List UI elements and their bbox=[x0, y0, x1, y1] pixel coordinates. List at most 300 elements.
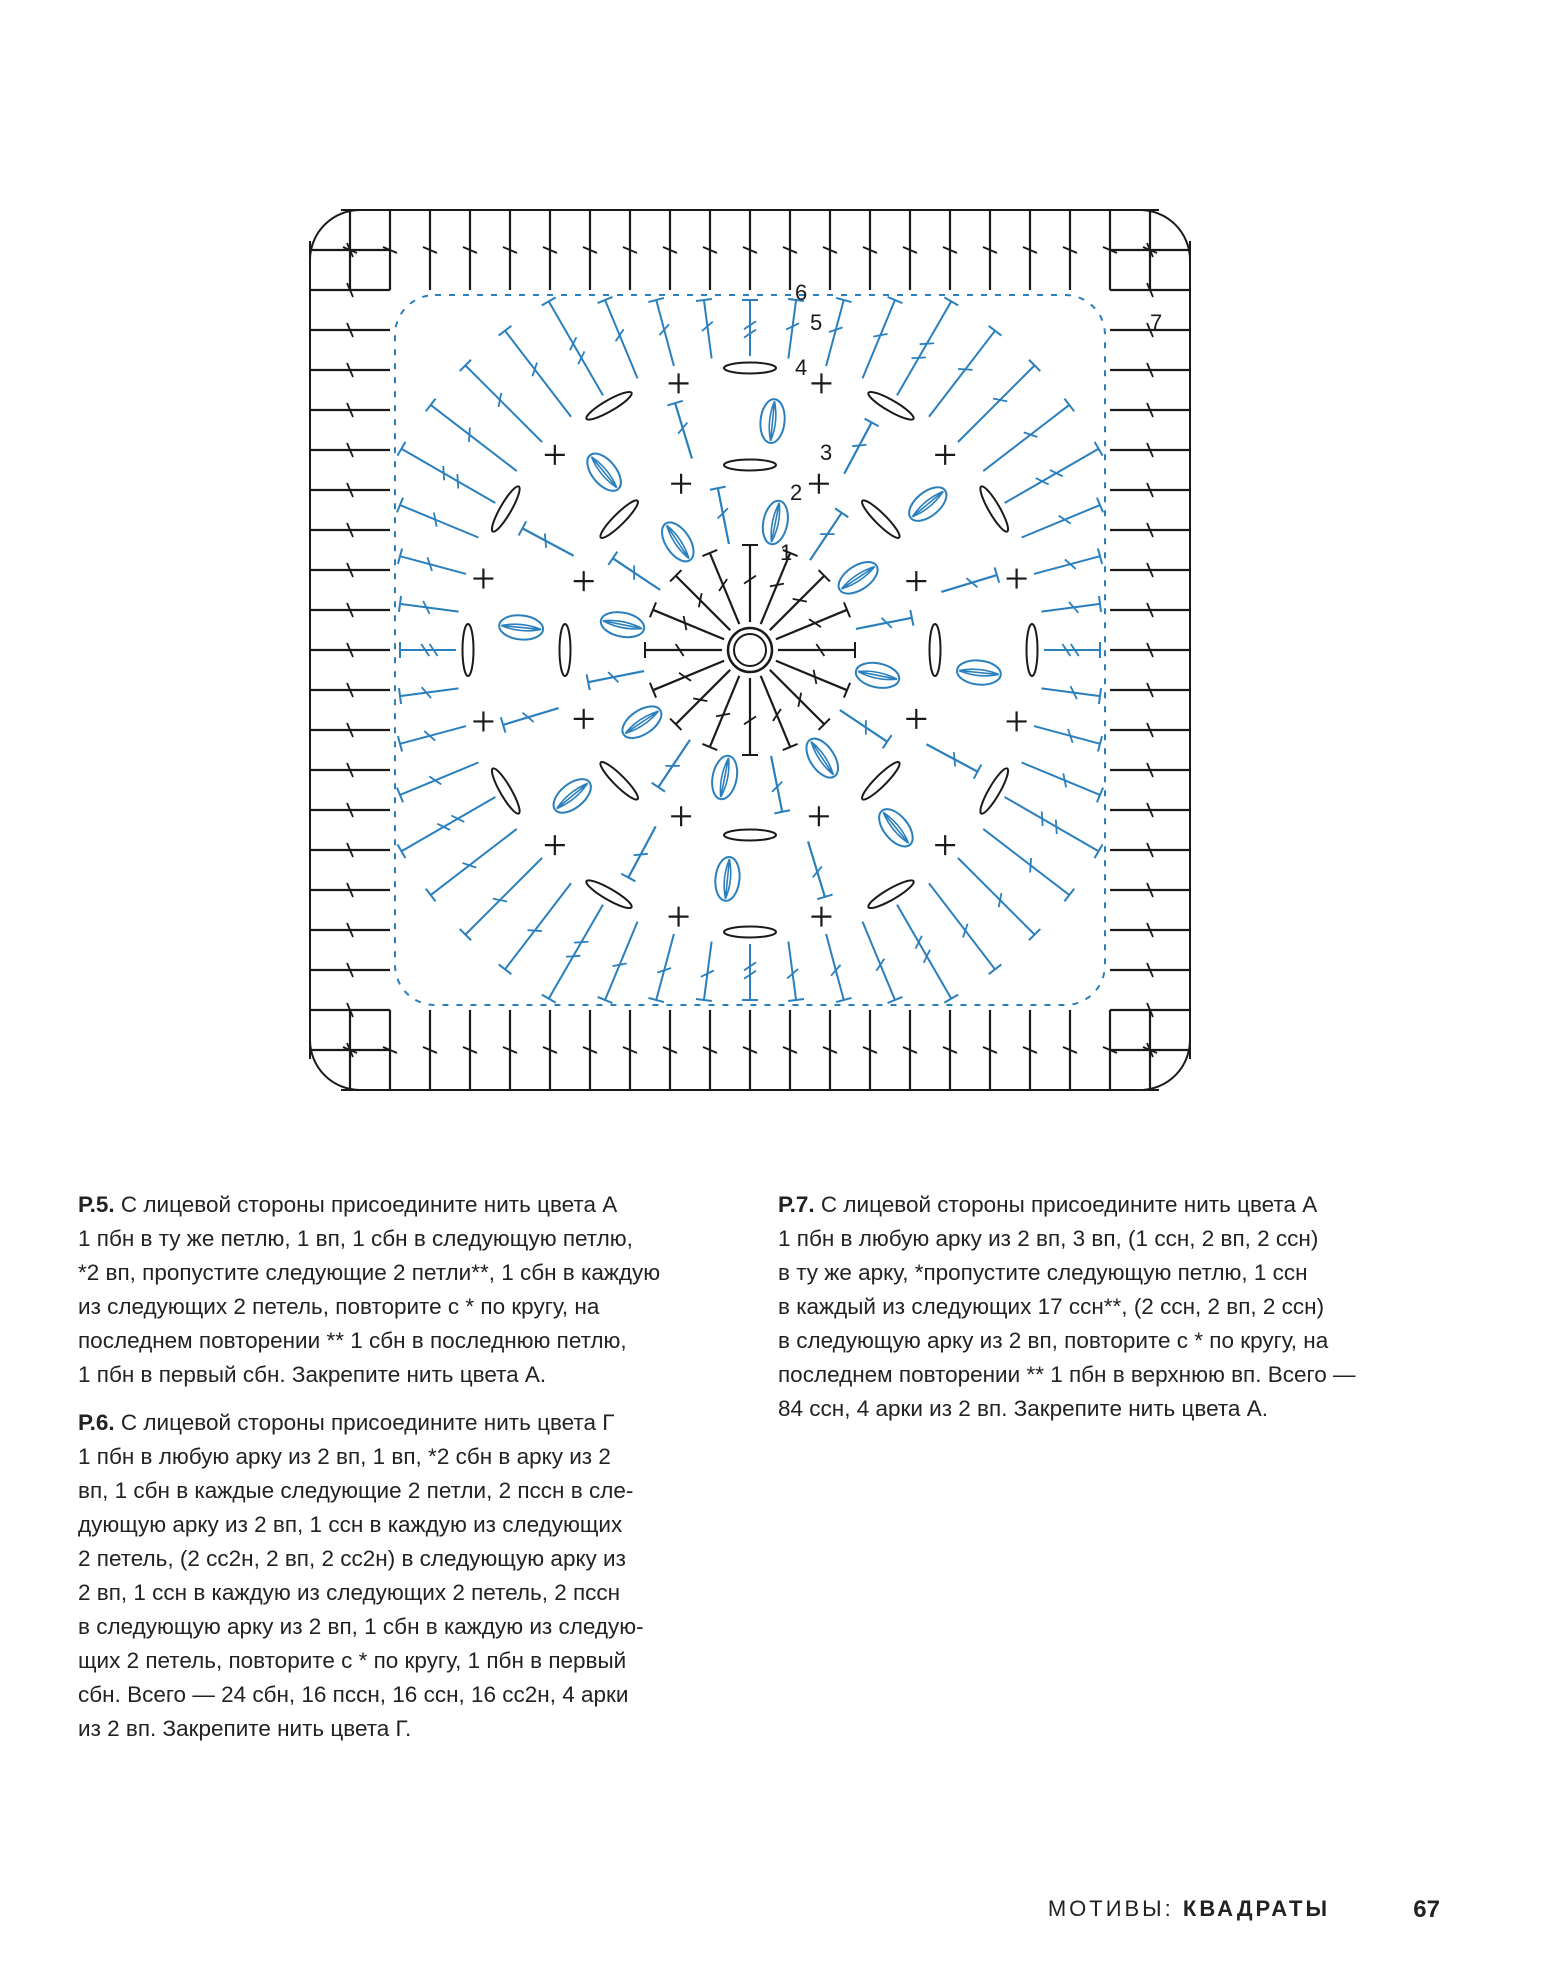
dc-stitch bbox=[742, 545, 758, 622]
section-title bbox=[1048, 1896, 1330, 1922]
dc-stitch bbox=[702, 676, 739, 750]
instruction-line: щих 2 петель, повторите с * по кругу, 1 пбн в первый bbox=[78, 1648, 627, 1673]
instruction-line: 1 пбн в ту же петлю, 1 вп, 1 сбн в следующую петлю, bbox=[78, 1226, 633, 1251]
outer-dc-stitch bbox=[1110, 681, 1190, 699]
stitch-post bbox=[810, 513, 842, 560]
outer-dc-stitch bbox=[981, 210, 999, 290]
stitch-post bbox=[897, 905, 951, 999]
dc-stitch bbox=[650, 661, 724, 698]
outer-dc-stitch bbox=[901, 1010, 919, 1090]
puff-stitch bbox=[758, 398, 786, 444]
sc-stitch bbox=[473, 569, 493, 589]
puff-stitch bbox=[854, 659, 902, 691]
outer-dc-stitch bbox=[310, 601, 390, 619]
dc-stitch bbox=[702, 550, 739, 624]
round-label: Р.6. bbox=[78, 1410, 115, 1435]
puff-stitch bbox=[709, 754, 741, 802]
sc-stitch bbox=[811, 907, 831, 927]
stitch-post bbox=[613, 558, 660, 590]
puff-stitch bbox=[498, 613, 544, 641]
outer-dc-stitch bbox=[310, 561, 390, 579]
dc-stitch bbox=[840, 710, 892, 748]
dc-stitch bbox=[460, 360, 542, 442]
stitch-top bbox=[944, 995, 958, 1003]
dc-stitch bbox=[499, 883, 571, 974]
stitch-post bbox=[503, 708, 559, 725]
round-number-label: 6 bbox=[795, 280, 808, 305]
instruction-line: 1 пбн в первый сбн. Закрепите нить цвета А. bbox=[78, 1362, 547, 1387]
instruction-line: 2 вп, 1 ссн в каждую из следующих 2 петель, 2 пссн bbox=[78, 1580, 621, 1605]
chain-stitch bbox=[597, 759, 642, 804]
stitch-post bbox=[628, 826, 655, 877]
dc-stitch bbox=[776, 602, 850, 639]
stitch-post bbox=[465, 858, 542, 935]
stitch-slash bbox=[958, 369, 972, 370]
sc-stitch bbox=[545, 835, 565, 855]
tr-stitch bbox=[397, 442, 495, 503]
section-prefix: МОТИВЫ: bbox=[1047, 1896, 1183, 1921]
stitch-top bbox=[696, 999, 712, 1001]
outer-dc-stitch bbox=[461, 210, 479, 290]
puff-lines bbox=[840, 564, 877, 591]
outer-dc-stitch bbox=[1110, 601, 1190, 619]
instruction-round-5 bbox=[78, 1188, 758, 1392]
sc-stitch bbox=[809, 474, 829, 494]
round-label: Р.5. bbox=[78, 1192, 115, 1217]
dc-stitch bbox=[941, 567, 999, 591]
outer-dc-stitch bbox=[421, 1010, 439, 1090]
instruction-line: С лицевой стороны присоедините нить цвета А bbox=[120, 1192, 618, 1217]
stitch-post bbox=[549, 301, 603, 395]
chain-stitch bbox=[597, 497, 642, 542]
chart-stitches bbox=[310, 210, 1190, 1090]
outer-dc-stitch bbox=[310, 961, 390, 979]
sc-stitch bbox=[935, 445, 955, 465]
stitch-top bbox=[519, 521, 527, 535]
stitch-top bbox=[788, 999, 804, 1001]
puff-lines bbox=[881, 810, 911, 845]
stitch-post bbox=[465, 365, 542, 442]
stitch-slash bbox=[1056, 820, 1057, 834]
stitch-post bbox=[656, 300, 674, 366]
magic-ring-inner bbox=[734, 634, 766, 666]
round-number-label: 4 bbox=[795, 355, 808, 380]
outer-dc-stitch bbox=[981, 1010, 999, 1090]
puff-lines bbox=[602, 618, 642, 632]
stitch-post bbox=[431, 405, 517, 471]
chain-stitch bbox=[724, 460, 776, 471]
round-number-label: 3 bbox=[820, 440, 833, 465]
outer-dc-stitch bbox=[661, 1010, 679, 1090]
dc-stitch bbox=[844, 419, 878, 474]
stitch-top bbox=[1099, 688, 1101, 704]
dc-stitch bbox=[808, 841, 832, 899]
instruction-round-7 bbox=[778, 1188, 1468, 1426]
instruction-line: в следующую арку из 2 вп, повторите с * по кругу, на bbox=[778, 1328, 1329, 1353]
dc-stitch bbox=[667, 401, 691, 459]
stitch-post bbox=[605, 300, 637, 378]
stitch-top bbox=[542, 995, 556, 1003]
instruction-line: последнем повторении ** 1 пбн в верхнюю вп. Всего — bbox=[778, 1362, 1356, 1387]
sc-stitch bbox=[811, 373, 831, 393]
round-label: Р.7. bbox=[778, 1192, 815, 1217]
stitch-slash bbox=[963, 924, 968, 938]
outer-dc-stitch bbox=[310, 761, 390, 779]
outer-dc-stitch bbox=[941, 210, 959, 290]
instruction-line: вп, 1 сбн в каждые следующие 2 петли, 2 пссн в сле- bbox=[78, 1478, 634, 1503]
outer-dc-stitch bbox=[821, 1010, 839, 1090]
puff-stitch bbox=[581, 448, 627, 497]
stitch-post bbox=[431, 829, 517, 895]
stitch-post bbox=[1034, 556, 1100, 574]
stitch-post bbox=[400, 505, 478, 537]
dc-stitch bbox=[652, 740, 690, 792]
chain-stitch bbox=[724, 363, 776, 374]
puff-stitch bbox=[599, 609, 647, 641]
instructions-left-column bbox=[78, 1188, 758, 1760]
tr-stitch bbox=[1005, 797, 1103, 858]
stitch-top bbox=[989, 326, 1002, 336]
stitch-top bbox=[989, 964, 1002, 974]
tr-stitch bbox=[542, 905, 603, 1003]
dc-stitch bbox=[776, 661, 850, 698]
outer-dc-stitch bbox=[741, 1010, 759, 1090]
sc-stitch bbox=[545, 445, 565, 465]
puff-stitch bbox=[617, 700, 667, 744]
tr-stitch bbox=[1005, 442, 1103, 503]
stitch-post bbox=[983, 405, 1069, 471]
dc-stitch bbox=[863, 297, 903, 378]
chain-stitch bbox=[488, 766, 524, 817]
stitch-top bbox=[652, 783, 665, 792]
dc-stitch bbox=[608, 552, 660, 590]
dc-stitch bbox=[398, 726, 466, 751]
chain-stitch bbox=[976, 766, 1012, 817]
instruction-line: в ту же арку, *пропустите следующую петлю, 1 ссн bbox=[778, 1260, 1308, 1285]
stitch-post bbox=[1005, 449, 1099, 503]
dc-stitch bbox=[1034, 726, 1102, 751]
puff-lines bbox=[723, 859, 733, 899]
dc-stitch bbox=[397, 498, 478, 538]
puff-stitch bbox=[713, 856, 741, 902]
instructions-right-column bbox=[778, 1188, 1468, 1440]
chain-stitch bbox=[866, 388, 917, 424]
round-number-label: 2 bbox=[790, 480, 803, 505]
chain-stitch bbox=[930, 624, 941, 676]
dc-stitch bbox=[1041, 686, 1101, 704]
puff-stitch bbox=[833, 556, 883, 600]
section-name: КВАДРАТЫ bbox=[1182, 1896, 1330, 1921]
instruction-line: С лицевой стороны присоедините нить цвета Г bbox=[120, 1410, 615, 1435]
outer-dc-stitch bbox=[501, 210, 519, 290]
stitch-slash bbox=[966, 578, 977, 587]
outer-dc-stitch bbox=[861, 210, 879, 290]
stitch-top bbox=[1064, 889, 1074, 902]
stitch-top bbox=[542, 297, 556, 305]
stitch-post bbox=[1022, 505, 1100, 537]
stitch-top bbox=[499, 964, 512, 974]
sc-stitch bbox=[906, 571, 926, 591]
dc-stitch bbox=[399, 596, 459, 614]
dc-stitch bbox=[1041, 596, 1101, 613]
stitch-post bbox=[401, 449, 495, 503]
instruction-line: в следующую арку из 2 вп, 1 сбн в каждую из следую- bbox=[78, 1614, 644, 1639]
outer-dc-stitch bbox=[541, 1010, 559, 1090]
instruction-line: дующую арку из 2 вп, 1 ссн в каждую из следующих bbox=[78, 1512, 623, 1537]
outer-dc-stitch bbox=[421, 210, 439, 290]
stitch-post bbox=[1034, 726, 1100, 744]
dc-stitch bbox=[460, 858, 542, 940]
sc-stitch bbox=[669, 373, 689, 393]
instruction-line: 84 ссн, 4 арки из 2 вп. Закрепите нить цвета А. bbox=[778, 1396, 1268, 1421]
stitch-slash bbox=[1042, 812, 1043, 826]
stitch-slash bbox=[523, 713, 534, 722]
outer-dc-stitch bbox=[310, 361, 390, 379]
dc-stitch bbox=[761, 676, 798, 750]
stitch-post bbox=[400, 556, 466, 574]
stitch-slash bbox=[532, 363, 537, 377]
stitch-post bbox=[656, 934, 674, 1000]
dc-stitch bbox=[771, 756, 790, 813]
stitch-slash bbox=[1024, 432, 1038, 437]
puff-stitch bbox=[656, 517, 700, 567]
outer-dc-stitch bbox=[1021, 1010, 1039, 1090]
dc-stitch bbox=[778, 642, 855, 658]
stitch-post bbox=[605, 922, 637, 1000]
outer-dc-stitch bbox=[310, 481, 390, 499]
chain-stitch bbox=[866, 876, 917, 912]
stitch-top bbox=[944, 297, 958, 305]
outer-dc-stitch bbox=[501, 1010, 519, 1090]
dc-stitch bbox=[826, 298, 851, 366]
stitch-post bbox=[863, 922, 895, 1000]
instruction-line: 1 пбн в любую арку из 2 вп, 1 вп, *2 сбн в арку из 2 bbox=[78, 1444, 611, 1469]
chain-stitch bbox=[859, 759, 904, 804]
stitch-post bbox=[897, 301, 951, 395]
stitch-post bbox=[941, 575, 997, 592]
stitch-post bbox=[505, 331, 571, 417]
outer-dc-stitch bbox=[310, 641, 390, 659]
outer-dc-stitch bbox=[310, 841, 390, 859]
stitch-top bbox=[835, 508, 848, 517]
puff-lines bbox=[501, 623, 541, 633]
stitch-top bbox=[397, 844, 405, 858]
stitch-slash bbox=[574, 942, 588, 943]
stitch-post bbox=[400, 763, 478, 795]
outer-dc-stitch bbox=[741, 210, 759, 290]
instruction-line: 2 петель, (2 сс2н, 2 вп, 2 сс2н) в следующую арку из bbox=[78, 1546, 626, 1571]
stitch-slash bbox=[954, 752, 955, 766]
outer-dc-stitch bbox=[1110, 441, 1190, 459]
outer-dc-stitch bbox=[941, 1010, 959, 1090]
stitch-top bbox=[621, 874, 635, 882]
stitch-top bbox=[1095, 442, 1103, 456]
dc-stitch bbox=[648, 298, 673, 366]
outer-dc-stitch bbox=[1110, 361, 1190, 379]
dc-stitch bbox=[598, 297, 638, 378]
dc-stitch bbox=[826, 934, 851, 1002]
stitch-post bbox=[400, 726, 466, 744]
puff-lines bbox=[664, 524, 691, 561]
tr-stitch bbox=[400, 642, 456, 658]
dc-stitch bbox=[598, 922, 638, 1003]
dc-stitch bbox=[929, 326, 1001, 417]
puff-lines bbox=[555, 781, 590, 811]
dc-stitch bbox=[787, 941, 804, 1001]
sc-stitch bbox=[1007, 711, 1027, 731]
stitch-top bbox=[399, 688, 401, 704]
stitch-top bbox=[397, 442, 405, 456]
sc-stitch bbox=[935, 835, 955, 855]
stitch-top bbox=[1064, 399, 1074, 412]
dc-stitch bbox=[1022, 498, 1103, 538]
outer-dc-stitch bbox=[701, 210, 719, 290]
puff-lines bbox=[809, 740, 836, 777]
sc-stitch bbox=[809, 806, 829, 826]
dc-stitch bbox=[926, 744, 981, 778]
dc-stitch bbox=[397, 763, 478, 803]
instruction-line: С лицевой стороны присоедините нить цвета А bbox=[820, 1192, 1318, 1217]
stitch-top bbox=[883, 735, 892, 748]
stitch-post bbox=[1041, 688, 1100, 696]
chain-stitch bbox=[724, 927, 776, 938]
outer-dc-stitch bbox=[701, 1010, 719, 1090]
outer-dc-stitch bbox=[821, 210, 839, 290]
dc-stitch bbox=[399, 687, 459, 704]
dc-stitch bbox=[710, 487, 729, 544]
tr-stitch bbox=[397, 797, 495, 858]
outer-dc-stitch bbox=[581, 210, 599, 290]
outer-dc-stitch bbox=[781, 210, 799, 290]
outer-dc-stitch bbox=[1110, 961, 1190, 979]
stitch-post bbox=[929, 883, 995, 969]
outer-dc-stitch bbox=[310, 401, 390, 419]
stitch-post bbox=[522, 528, 573, 555]
dc-stitch bbox=[1022, 763, 1103, 803]
stitch-post bbox=[844, 422, 871, 473]
puff-lines bbox=[589, 455, 619, 490]
stitch-post bbox=[658, 740, 690, 787]
puff-lines bbox=[959, 668, 999, 678]
puff-stitch bbox=[548, 773, 597, 819]
stitch-post bbox=[958, 365, 1035, 442]
stitch-post bbox=[1005, 797, 1099, 851]
chain-stitch bbox=[724, 830, 776, 841]
stitch-slash bbox=[443, 466, 444, 480]
dc-stitch bbox=[426, 829, 517, 901]
stitch-slash bbox=[545, 534, 546, 548]
outer-dc-stitch bbox=[1110, 641, 1190, 659]
outer-dc-stitch bbox=[310, 921, 390, 939]
stitch-top bbox=[865, 419, 879, 427]
crochet-chart bbox=[300, 200, 1200, 1100]
chain-stitch bbox=[976, 484, 1012, 535]
tr-stitch bbox=[897, 905, 958, 1003]
dc-stitch bbox=[519, 521, 574, 555]
tr-stitch bbox=[1044, 642, 1100, 658]
outer-dc-stitch bbox=[1110, 881, 1190, 899]
outer-dc-stitch bbox=[1110, 561, 1190, 579]
round-number-label: 7 bbox=[1150, 310, 1163, 335]
puff-lines bbox=[857, 669, 897, 683]
page-number: 67 bbox=[1413, 1896, 1440, 1923]
chain-stitch bbox=[584, 388, 635, 424]
sc-stitch bbox=[1007, 569, 1027, 589]
stitch-post bbox=[505, 883, 571, 969]
outer-dc-stitch bbox=[1110, 481, 1190, 499]
outer-dc-stitch bbox=[1110, 801, 1190, 819]
sc-stitch bbox=[669, 907, 689, 927]
instruction-line: из следующих 2 петель, повторите с * по кругу, на bbox=[78, 1294, 600, 1319]
outer-dc-stitch bbox=[310, 521, 390, 539]
instruction-line: 1 пбн в любую арку из 2 вп, 3 вп, (1 ссн, 2 вп, 2 ссн) bbox=[778, 1226, 1319, 1251]
instruction-line: в каждый из следующих 17 ссн**, (2 ссн, 2 вп, 2 ссн) bbox=[778, 1294, 1325, 1319]
stitch-slash bbox=[566, 956, 580, 957]
dc-stitch bbox=[650, 602, 724, 639]
stitch-post bbox=[840, 710, 887, 742]
puff-lines bbox=[624, 709, 661, 736]
stitch-slash bbox=[912, 357, 926, 358]
dc-stitch bbox=[958, 858, 1040, 940]
outer-dc-stitch bbox=[1061, 210, 1079, 290]
stitch-top bbox=[399, 596, 401, 612]
stitch-slash bbox=[634, 854, 648, 855]
sc-stitch bbox=[574, 571, 594, 591]
chain-stitch bbox=[1027, 624, 1038, 676]
stitch-top bbox=[608, 552, 617, 565]
tr-stitch bbox=[897, 297, 958, 395]
sc-stitch bbox=[906, 709, 926, 729]
stitch-slash bbox=[469, 428, 470, 442]
stitch-top bbox=[1099, 596, 1101, 612]
stitch-top bbox=[1095, 844, 1103, 858]
sc-stitch bbox=[671, 474, 691, 494]
outer-dc-stitch bbox=[1110, 921, 1190, 939]
dc-stitch bbox=[499, 326, 571, 417]
dc-stitch bbox=[1034, 548, 1102, 573]
chain-stitch bbox=[463, 624, 474, 676]
stitch-slash bbox=[813, 866, 822, 877]
chain-stitch bbox=[488, 484, 524, 535]
puff-lines bbox=[718, 757, 732, 797]
stitch-top bbox=[426, 399, 436, 412]
outer-dc-stitch bbox=[310, 721, 390, 739]
stitch-post bbox=[808, 841, 825, 897]
dc-stitch bbox=[863, 922, 903, 1003]
outer-dc-stitch bbox=[1110, 761, 1190, 779]
stitch-post bbox=[675, 403, 692, 459]
stitch-post bbox=[929, 331, 995, 417]
page-footer bbox=[900, 1896, 1440, 1932]
dc-stitch bbox=[958, 360, 1040, 442]
sc-stitch bbox=[574, 709, 594, 729]
sc-stitch bbox=[671, 806, 691, 826]
puff-stitch bbox=[873, 803, 919, 852]
stitch-post bbox=[400, 604, 459, 612]
dc-stitch bbox=[398, 548, 466, 573]
outer-dc-stitch bbox=[1110, 521, 1190, 539]
stitch-top bbox=[974, 765, 982, 779]
stitch-post bbox=[549, 905, 603, 999]
stitch-post bbox=[401, 797, 495, 851]
stitch-post bbox=[983, 829, 1069, 895]
puff-stitch bbox=[800, 733, 844, 783]
dc-stitch bbox=[648, 934, 673, 1002]
dc-stitch bbox=[621, 826, 655, 881]
stitch-slash bbox=[528, 930, 542, 931]
stitch-post bbox=[704, 941, 712, 1000]
outer-dc-stitch bbox=[461, 1010, 479, 1090]
